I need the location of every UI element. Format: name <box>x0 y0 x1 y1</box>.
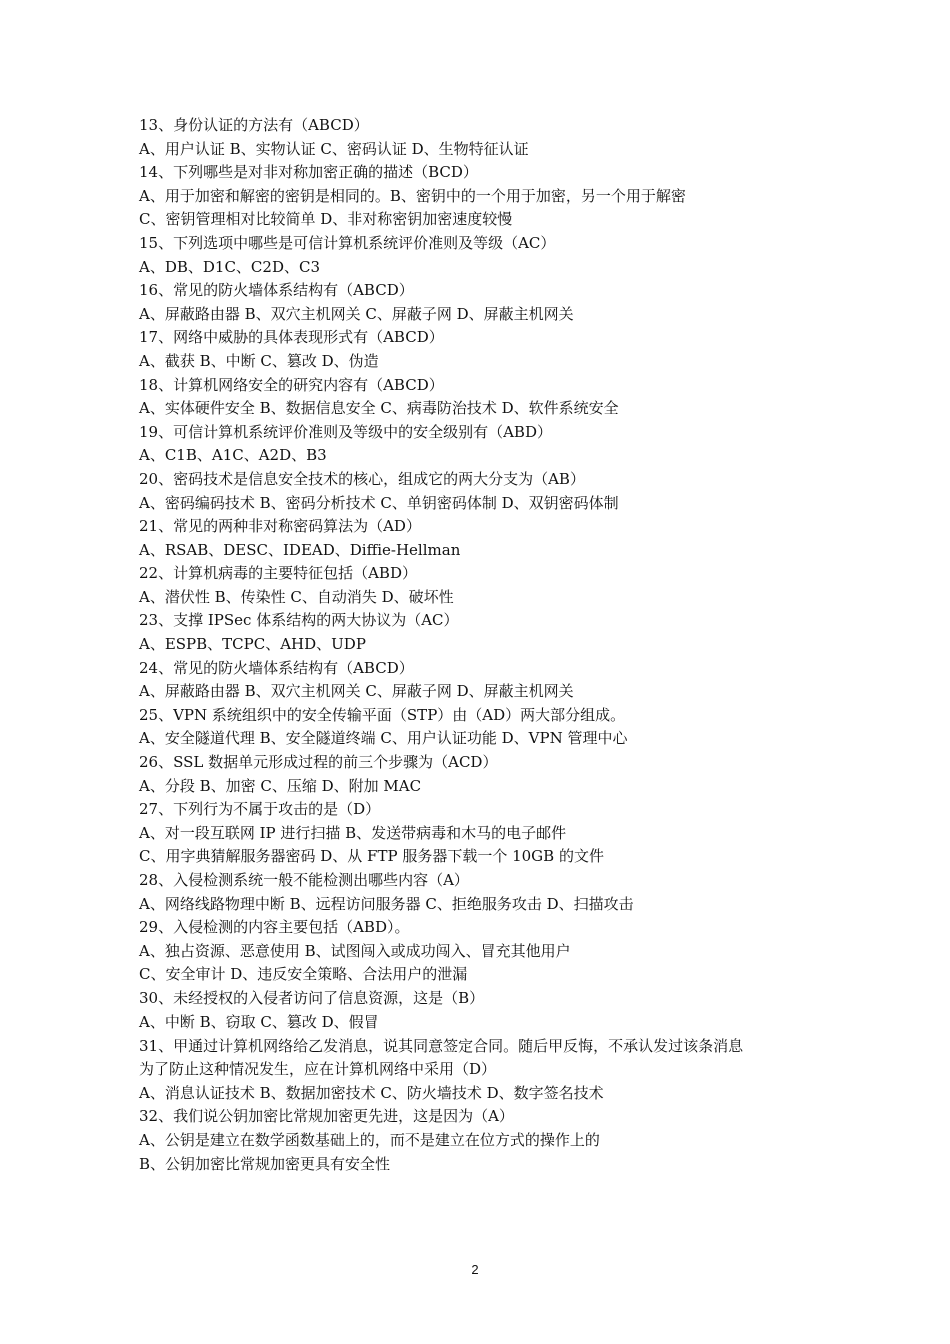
question-32: 32、我们说公钥加密比常规加密更先进，这是因为（A） <box>139 1107 514 1126</box>
question-31-part1: 31、甲通过计算机网络给乙发消息，说其同意签定合同。随后甲反悔，不承认发过该条消息 <box>139 1037 744 1056</box>
question-24: 24、常见的防火墙体系结构有（ABCD） <box>139 658 414 677</box>
question-17: 17、网络中威胁的具体表现形式有（ABCD） <box>139 328 444 347</box>
options-16: A、屏蔽路由器 B、双穴主机网关 C、屏蔽子网 D、屏蔽主机网关 <box>139 304 574 323</box>
question-23: 23、支撑 IPSec 体系结构的两大协议为（AC） <box>139 611 459 630</box>
options-29-cd: C、安全审计 D、违反安全策略、合法用户的泄漏 <box>139 965 468 984</box>
options-32-a: A、公钥是建立在数学函数基础上的，而不是建立在位方式的操作上的 <box>139 1130 600 1149</box>
options-25: A、安全隧道代理 B、安全隧道终端 C、用户认证功能 D、VPN 管理中心 <box>139 729 628 748</box>
options-27-ab: A、对一段互联网 IP 进行扫描 B、发送带病毒和木马的电子邮件 <box>139 823 567 842</box>
question-19: 19、可信计算机系统评价准则及等级中的安全级别有（ABD） <box>139 422 552 441</box>
options-14-ab: A、用于加密和解密的密钥是相同的。B、密钥中的一个用于加密，另一个用于解密 <box>139 186 686 205</box>
question-22: 22、计算机病毒的主要特征包括（ABD） <box>139 564 417 583</box>
options-24: A、屏蔽路由器 B、双穴主机网关 C、屏蔽子网 D、屏蔽主机网关 <box>139 682 574 701</box>
page-body <box>139 114 819 1176</box>
options-14-cd: C、密钥管理相对比较简单 D、非对称密钥加密速度较慢 <box>139 210 513 229</box>
question-16: 16、常见的防火墙体系结构有（ABCD） <box>139 281 414 300</box>
question-15: 15、下列选项中哪些是可信计算机系统评价准则及等级（AC） <box>139 233 556 252</box>
options-32-b: B、公钥加密比常规加密更具有安全性 <box>139 1154 391 1173</box>
options-15: A、DB、D1C、C2D、C3 <box>139 257 320 276</box>
question-18: 18、计算机网络安全的研究内容有（ABCD） <box>139 375 444 394</box>
question-27: 27、下列行为不属于攻击的是（D） <box>139 800 381 819</box>
options-18: A、实体硬件安全 B、数据信息安全 C、病毒防治技术 D、软件系统安全 <box>139 399 619 418</box>
options-20: A、密码编码技术 B、密码分析技术 C、单钥密码体制 D、双钥密码体制 <box>139 493 619 512</box>
options-21: A、RSAB、DESC、IDEAD、Diffie-Hellman <box>139 540 461 559</box>
options-22: A、潜伏性 B、传染性 C、自动消失 D、破坏性 <box>139 587 454 606</box>
options-23: A、ESPB、TCPC、AHD、UDP <box>139 635 366 654</box>
question-20: 20、密码技术是信息安全技术的核心，组成它的两大分支为（AB） <box>139 469 585 488</box>
question-31-part2: 为了防止这种情况发生，应在计算机网络中采用（D） <box>139 1060 497 1079</box>
options-17: A、截获 B、中断 C、篡改 D、伪造 <box>139 351 379 370</box>
question-14: 14、下列哪些是对非对称加密正确的描述（BCD） <box>139 163 478 182</box>
question-25: 25、VPN 系统组织中的安全传输平面（STP）由（AD）两大部分组成。 <box>139 705 626 724</box>
options-19: A、C1B、A1C、A2D、B3 <box>139 446 327 465</box>
question-21: 21、常见的两种非对称密码算法为（AD） <box>139 517 421 536</box>
options-28: A、网络线路物理中断 B、远程访问服务器 C、拒绝服务攻击 D、扫描攻击 <box>139 894 634 913</box>
options-13: A、用户认证 B、实物认证 C、密码认证 D、生物特征认证 <box>139 139 529 158</box>
question-29: 29、入侵检测的内容主要包括（ABD）。 <box>139 918 410 937</box>
options-26: A、分段 B、加密 C、压缩 D、附加 MAC <box>139 776 422 795</box>
page-number: 2 <box>471 1262 479 1277</box>
question-28: 28、入侵检测系统一般不能检测出哪些内容（A） <box>139 871 469 889</box>
options-27-cd: C、用字典猜解服务器密码 D、从 FTP 服务器下载一个 10GB 的文件 <box>139 847 604 866</box>
options-29-ab: A、独占资源、恶意使用 B、试图闯入或成功闯入、冒充其他用户 <box>139 941 571 960</box>
options-31: A、消息认证技术 B、数据加密技术 C、防火墙技术 D、数字签名技术 <box>139 1083 604 1102</box>
options-30: A、中断 B、窃取 C、篡改 D、假冒 <box>139 1012 379 1031</box>
question-26: 26、SSL 数据单元形成过程的前三个步骤为（ACD） <box>139 753 498 772</box>
question-13: 13、身份认证的方法有（ABCD） <box>139 116 369 134</box>
question-30: 30、未经授权的入侵者访问了信息资源，这是（B） <box>139 988 485 1007</box>
